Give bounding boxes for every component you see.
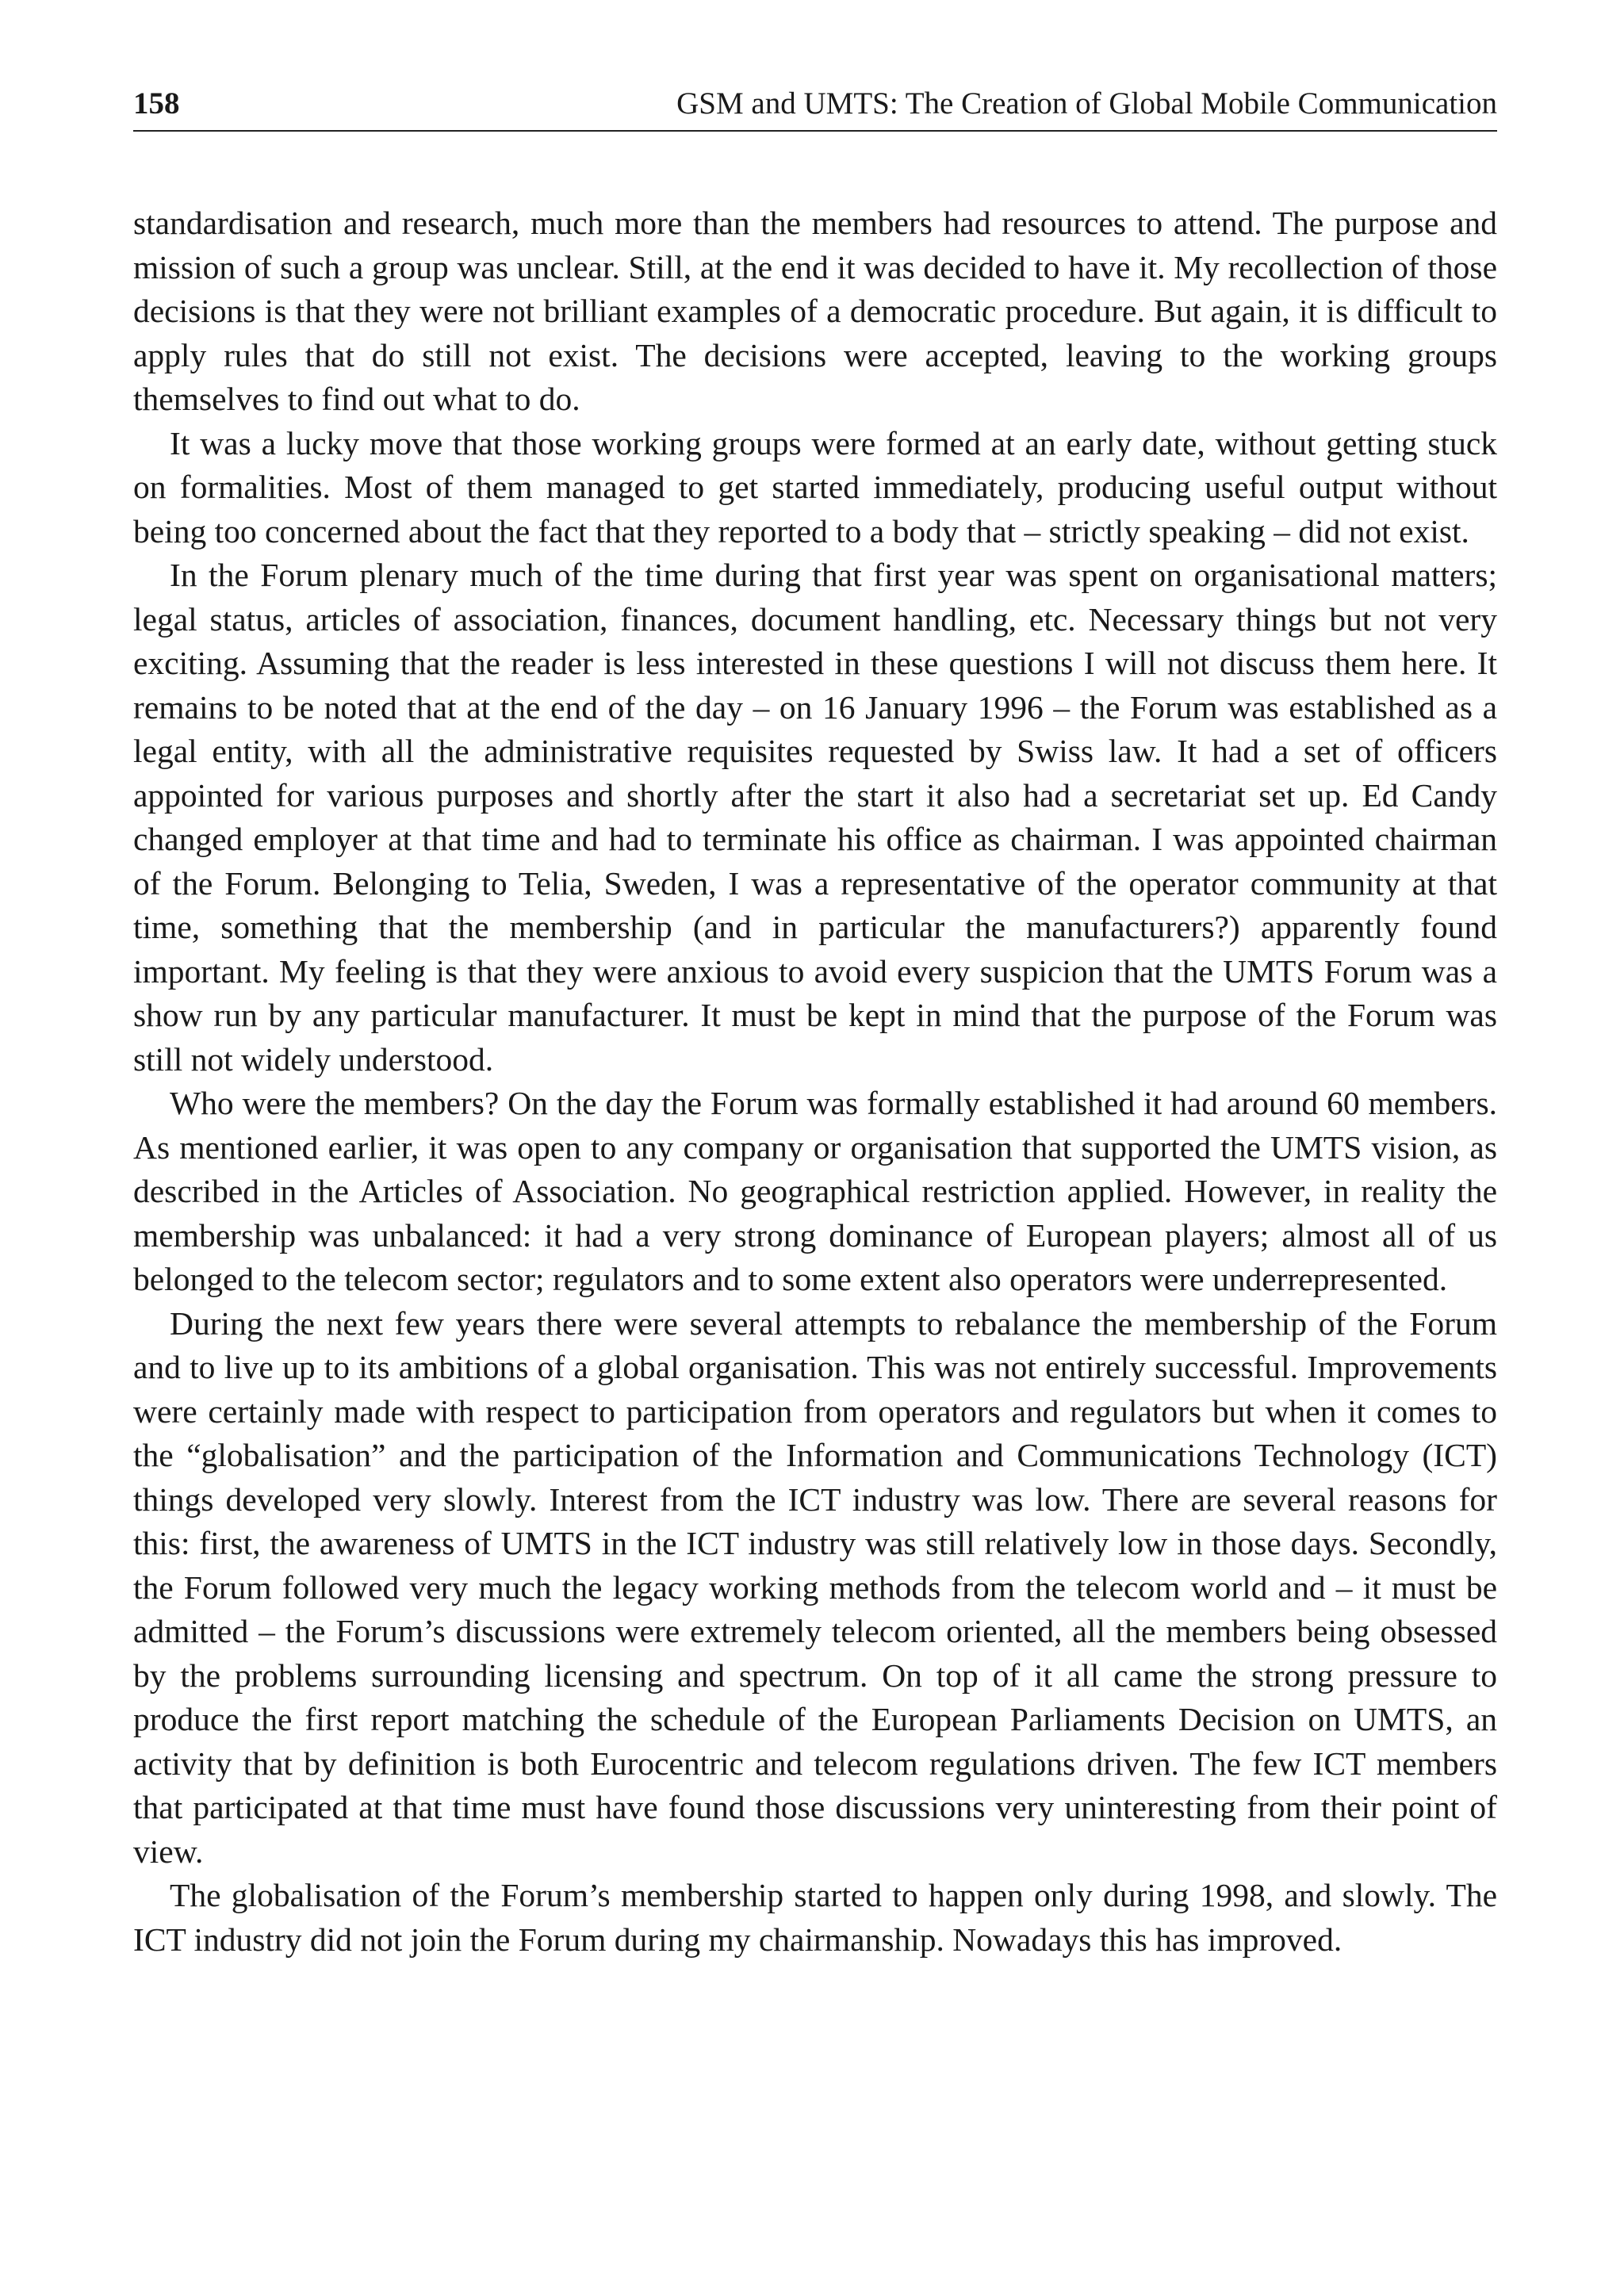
book-title: GSM and UMTS: The Creation of Global Mobile Communication [676,86,1497,121]
paragraph-globalisation: The globalisation of the Forum’s membership started to happen only during 1998, and slowly. The ICT industry did not join the Forum during my chairmanship. Nowadays this has improved. [133,1877,1497,1958]
running-head [133,79,1497,132]
paragraph-members: Who were the members? On the day the Forum was formally established it had around 60 members. As mentioned earlier, it was open to any company or organisation that supported the UMTS vision, as described in the Articles of Association. No geographical restriction applied. However, in reality the membership was unbalanced: it had a very strong dominance of European players; almost all of us belonged to the telecom sector; regulators and to some extent also operators were underrepresented. [133,1085,1497,1297]
paragraph-continued: standardisation and research, much more than the members had resources to attend. The purpose and mission of such a group was unclear. Still, at the end it was decided to have it. My recollection of those decisions is that they were not brilliant examples of a democratic procedure. But again, it is difficult to apply rules that do still not exist. The decisions were accepted, leaving to the working groups themselves to find out what to do. [133,205,1497,417]
page-number: 158 [133,86,180,121]
paragraph-working-groups: It was a lucky move that those working groups were formed at an early date, without getting stuck on formalities. Most of them managed to get started immediately, producing useful output without being too concerned about the fact that they reported to a body that – strictly speaking – did not exist. [133,424,1497,550]
paragraph-rebalance: During the next few years there were several attempts to rebalance the membership of the Forum and to live up to its ambitions of a global organisation. This was not entirely successful. Improvements were certainly made with respect to participation from operators and regulators but when it comes to the “globalisation” and the participation of the Information and Communications Technology (ICT) things developed very slowly. Interest from the ICT industry was low. There are several reasons for this: first, the awareness of UMTS in the ICT industry was still relatively low in those days. Secondly, the Forum followed very much the legacy working methods from the telecom world and – it must be admitted – the Forum’s discussions were extremely telecom oriented, all the members being obsessed by the problems surrounding licensing and spectrum. On top of it all came the strong pressure to produce the first report matching the schedule of the European Parliaments Decision on UMTS, an activity that by definition is both Eurocentric and telecom regulations driven. The few ICT members that participated at that time must have found those discussions very uninteresting from their point of view. [133,1304,1497,1870]
paragraph-forum-plenary: In the Forum plenary much of the time during that first year was spent on organisational matters; legal status, articles of association, finances, document handling, etc. Necessary things but not very exciting. Assuming that the reader is less interested in these questions I will not discuss them here. It remains to be noted that at the end of the day – on 16 January 1996 – the Forum was established as a legal entity, with all the administrative requisites requested by Swiss law. It had a set of officers appointed for various purposes and shortly after the start it also had a secretariat set up. Ed Candy changed employer at that time and had to terminate his office as chairman. I was appointed chairman of the Forum. Belonging to Telia, Sweden, I was a representative of the operator community at that time, something that the membership (and in particular the manufacturers?) apparently found important. My feeling is that they were anxious to avoid every suspicion that the UMTS Forum was a show run by any particular manufacturer. It must be kept in mind that the purpose of the Forum was still not widely understood. [133,557,1497,1078]
body-text [133,201,1497,1962]
